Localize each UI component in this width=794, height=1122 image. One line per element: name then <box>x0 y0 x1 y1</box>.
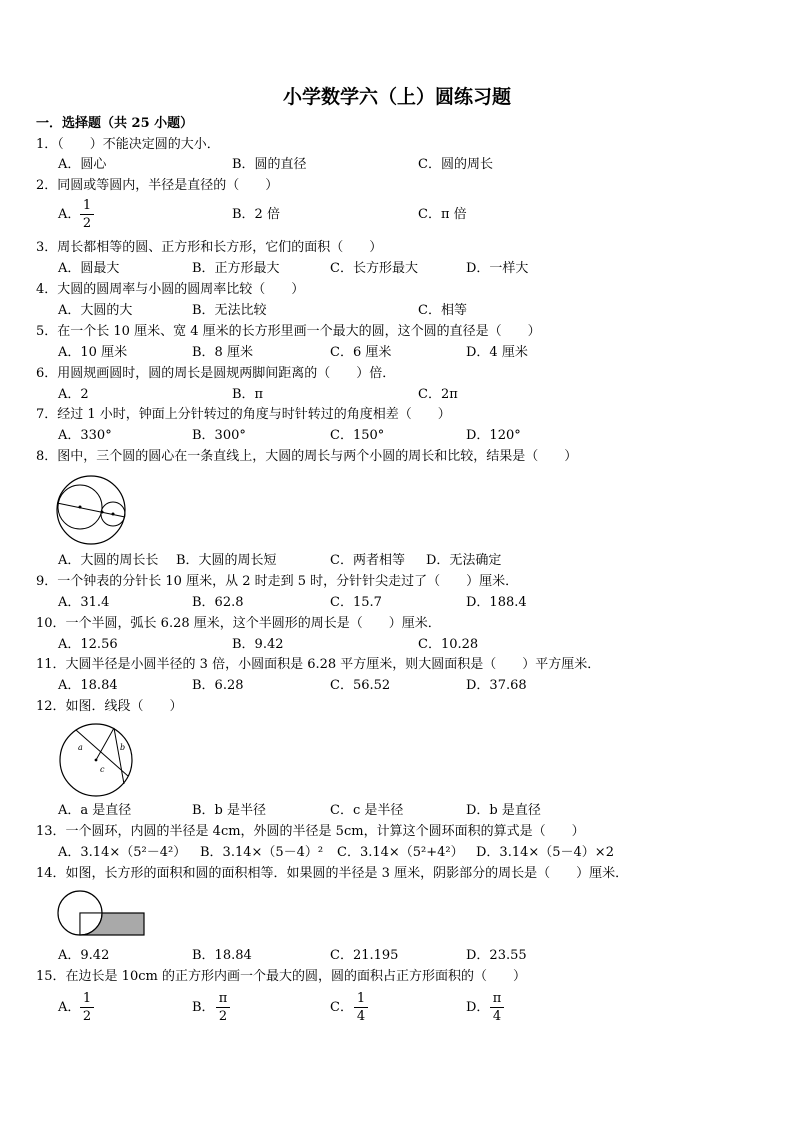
option: C．10.28 <box>418 637 479 652</box>
option: B．18.84 <box>192 948 252 963</box>
option: C．相等 <box>418 303 467 318</box>
center-point <box>101 511 104 514</box>
option: C．3.14×（5²+4²） <box>337 845 464 860</box>
option: A．9.42 <box>58 948 110 963</box>
center-point <box>95 759 98 762</box>
option: B． <box>192 1000 215 1015</box>
option: A．大圆的大 <box>58 303 133 318</box>
option: A．12.56 <box>58 637 118 652</box>
option: C．2π <box>418 387 458 402</box>
option: B．b 是半径 <box>192 803 267 818</box>
fraction <box>490 991 504 1024</box>
question-stem: 8．图中，三个圆的圆心在一条直线上，大圆的周长与两个小圆的周长和比较，结果是（ ） <box>36 449 578 464</box>
option: C．c 是半径 <box>330 803 404 818</box>
question-stem: 3．周长都相等的圆、正方形和长方形，它们的面积（ ） <box>36 240 383 255</box>
option: B．300° <box>192 428 246 443</box>
fraction-denominator: 4 <box>356 1009 366 1024</box>
option: A．a 是直径 <box>58 803 132 818</box>
fraction-numerator: 1 <box>356 991 366 1006</box>
option: A． <box>58 207 81 222</box>
fraction-denominator: 2 <box>82 216 92 231</box>
question-stem: 12．如图．线段（ ） <box>36 699 183 714</box>
option: B．π <box>232 387 264 402</box>
option: B．9.42 <box>232 637 284 652</box>
option: C．21.195 <box>330 948 399 963</box>
option: B．圆的直径 <box>232 157 307 172</box>
fraction-bar <box>80 214 94 215</box>
option: B．6.28 <box>192 678 244 693</box>
fraction-denominator: 2 <box>82 1009 92 1024</box>
option: A．大圆的周长长 <box>58 553 159 568</box>
question-stem: 1．（ ）不能决定圆的大小． <box>36 137 220 152</box>
option: D． <box>466 1000 490 1015</box>
question-stem: 5．在一个长 10 厘米、宽 4 厘米的长方形里画一个最大的圆，这个圆的直径是（ ） <box>36 324 541 339</box>
option: B．正方形最大 <box>192 261 280 276</box>
option: C．π 倍 <box>418 207 467 222</box>
three-circles-figure <box>54 474 130 546</box>
option: D．无法确定 <box>426 553 502 568</box>
option: A．31.4 <box>58 595 110 610</box>
label-c: c <box>100 765 105 774</box>
option: B．无法比较 <box>192 303 267 318</box>
option: C．长方形最大 <box>330 261 418 276</box>
fraction-numerator: 1 <box>82 991 92 1006</box>
fraction-numerator: π <box>218 991 228 1006</box>
fraction-bar <box>354 1007 368 1008</box>
center-line <box>57 503 125 517</box>
question-stem: 13．一个圆环，内圆的半径是 4cm，外圆的半径是 5cm，计算这个圆环面积的算式是（ ） <box>36 824 585 839</box>
fraction <box>354 991 368 1024</box>
question-stem: 4．大圆的圆周率与小圆的圆周率比较（ ） <box>36 282 305 297</box>
option: A．圆心 <box>58 157 107 172</box>
fraction-bar <box>490 1007 504 1008</box>
option: D．b 是直径 <box>466 803 541 818</box>
question-stem: 6．用圆规画圆时，圆的周长是圆规两脚间距离的（ ）倍． <box>36 366 396 381</box>
fraction-bar <box>80 1007 94 1008</box>
option: B．大圆的周长短 <box>176 553 277 568</box>
option: B．2 倍 <box>232 207 280 222</box>
question-stem: 15．在边长是 10cm 的正方形内画一个最大的圆，圆的面积占正方形面积的（ ） <box>36 969 526 984</box>
option: B．3.14×（5－4）² <box>200 845 324 860</box>
option: C．6 厘米 <box>330 345 392 360</box>
option: B．8 厘米 <box>192 345 253 360</box>
fraction-denominator: 2 <box>218 1009 228 1024</box>
fraction <box>216 991 230 1024</box>
fraction-numerator: 1 <box>82 198 92 213</box>
circle-segments-figure <box>56 722 136 798</box>
center-point <box>79 506 82 509</box>
option: D．37.68 <box>466 678 527 693</box>
question-stem: 11．大圆半径是小圆半径的 3 倍，小圆面积是 6.28 平方厘米，则大圆面积是（ ）平方厘米． <box>36 657 601 672</box>
rectangle-circle-figure <box>58 891 146 937</box>
option: A． <box>58 1000 81 1015</box>
option: D．3.14×（5－4）×2 <box>476 845 614 860</box>
option: C． <box>330 1000 353 1015</box>
fraction-bar <box>216 1007 230 1008</box>
page-title: 小学数学六（上）圆练习题 <box>282 86 511 108</box>
fraction-denominator: 4 <box>492 1009 502 1024</box>
option: C．56.52 <box>330 678 391 693</box>
section-heading: 一．选择题（共 25 小题） <box>36 116 194 131</box>
center-point <box>112 513 115 516</box>
label-a: a <box>78 743 83 752</box>
question-stem: 9．一个钟表的分针长 10 厘米，从 2 时走到 5 时，分针针尖走过了（ ）厘米． <box>36 574 519 589</box>
option: D．120° <box>466 428 521 443</box>
option: C．圆的周长 <box>418 157 493 172</box>
option: D．4 厘米 <box>466 345 528 360</box>
fraction-numerator: π <box>492 991 502 1006</box>
label-b: b <box>120 743 126 752</box>
option: A．10 厘米 <box>58 345 128 360</box>
fraction <box>80 991 94 1024</box>
option: D．188.4 <box>466 595 527 610</box>
question-stem: 2．同圆或等圆内，半径是直径的（ ） <box>36 178 279 193</box>
option: A．2 <box>58 387 89 402</box>
question-stem: 14．如图，长方形的面积和圆的面积相等．如果圆的半径是 3 厘米，阴影部分的周长是（ ）厘米． <box>36 866 629 881</box>
option: C．150° <box>330 428 385 443</box>
option: A．圆最大 <box>58 261 120 276</box>
option: A．3.14×（5²－4²） <box>58 845 187 860</box>
option: D．一样大 <box>466 261 529 276</box>
option: A．330° <box>58 428 112 443</box>
question-stem: 10．一个半圆，弧长 6.28 厘米，这个半圆形的周长是（ ）厘米． <box>36 616 441 631</box>
option: C．两者相等 <box>330 553 405 568</box>
question-stem: 7．经过 1 小时，钟面上分针转过的角度与时针转过的角度相差（ ） <box>36 407 451 422</box>
option: B．62.8 <box>192 595 244 610</box>
option: D．23.55 <box>466 948 527 963</box>
fraction <box>80 198 94 231</box>
option: C．15.7 <box>330 595 382 610</box>
option: A．18.84 <box>58 678 118 693</box>
